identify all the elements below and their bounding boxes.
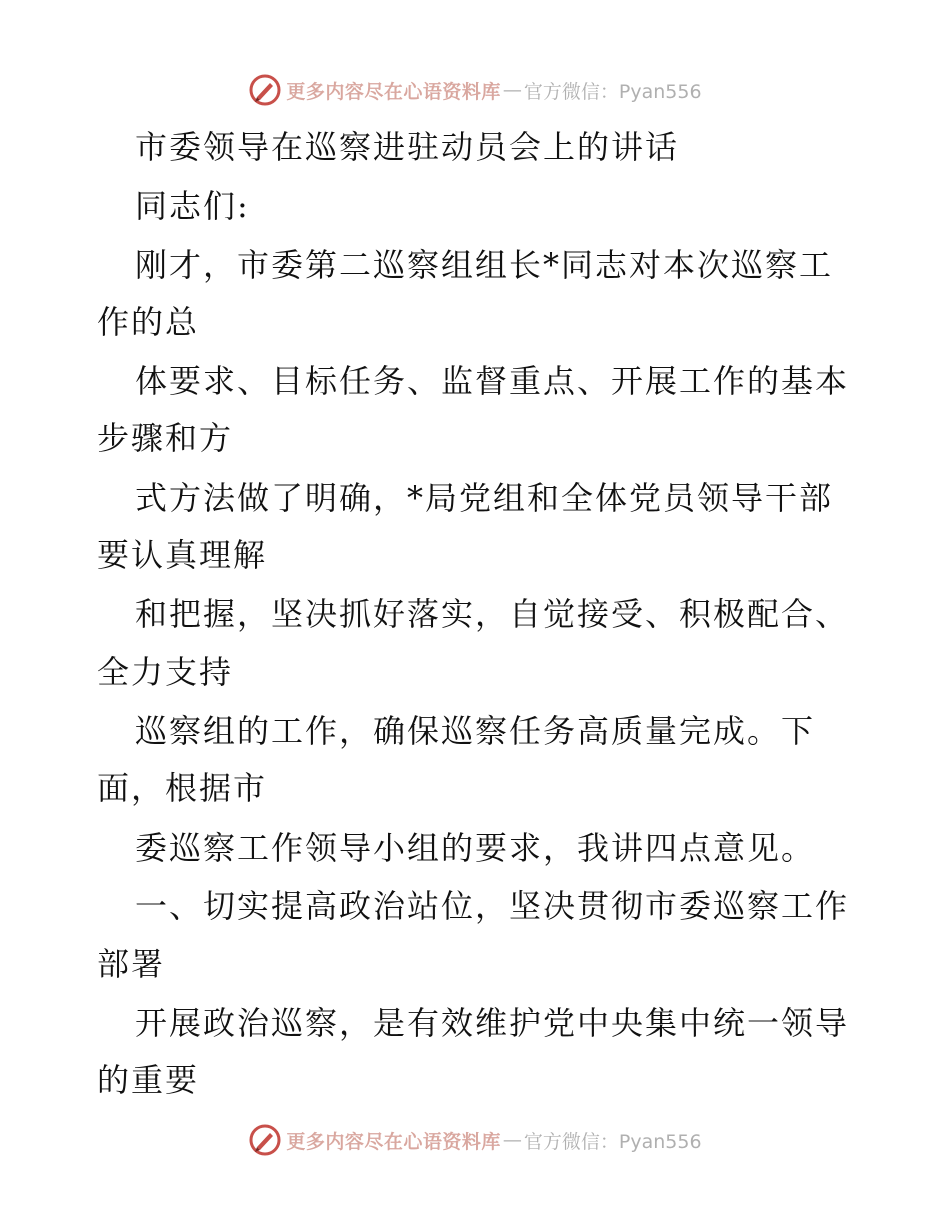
watermark-separator: — bbox=[502, 79, 522, 101]
paragraph-line: 面，根据市 bbox=[97, 769, 268, 807]
pen-logo-icon bbox=[248, 1123, 282, 1157]
watermark-contact: 官方微信：Pyan556 bbox=[523, 1130, 702, 1153]
watermark-text: 更多内容尽在心语资料库 bbox=[286, 80, 501, 103]
section-heading-continued: 部署 bbox=[97, 945, 166, 983]
paragraph-line: 巡察组的工作，确保巡察任务高质量完成。下 bbox=[135, 712, 816, 750]
watermark-separator: — bbox=[502, 1129, 522, 1151]
paragraph-line: 式方法做了明确，*局党组和全体党员领导干部 bbox=[135, 479, 834, 517]
paragraph-line: 和把握，坚决抓好落实，自觉接受、积极配合、 bbox=[135, 595, 850, 633]
paragraph-line: 体要求、目标任务、监督重点、开展工作的基本 bbox=[135, 362, 850, 400]
paragraph-line: 委巡察工作领导小组的要求，我讲四点意见。 bbox=[135, 829, 816, 867]
watermark-text: 更多内容尽在心语资料库 bbox=[286, 1130, 501, 1153]
paragraph-line: 开展政治巡察，是有效维护党中央集中统一领导 bbox=[135, 1004, 850, 1042]
salutation: 同志们: bbox=[135, 187, 250, 225]
paragraph-line: 作的总 bbox=[97, 303, 200, 341]
watermark-footer bbox=[0, 1120, 950, 1160]
watermark-header bbox=[0, 70, 950, 110]
section-heading: 一、切实提高政治站位，坚决贯彻市委巡察工作 bbox=[135, 887, 850, 925]
paragraph-line: 全力支持 bbox=[97, 653, 234, 691]
paragraph-line: 刚才，市委第二巡察组组长*同志对本次巡察工 bbox=[135, 246, 834, 284]
pen-logo-icon bbox=[248, 73, 282, 107]
paragraph-line: 要认真理解 bbox=[97, 536, 268, 574]
paragraph-line: 步骤和方 bbox=[97, 419, 234, 457]
paragraph-line: 的重要 bbox=[97, 1061, 200, 1099]
watermark-contact: 官方微信：Pyan556 bbox=[523, 80, 702, 103]
document-title: 市委领导在巡察进驻动员会上的讲话 bbox=[135, 128, 680, 166]
